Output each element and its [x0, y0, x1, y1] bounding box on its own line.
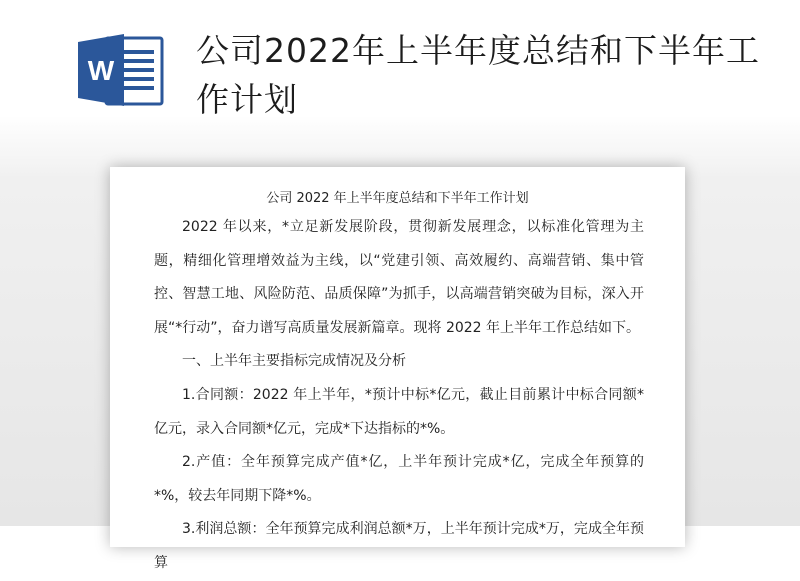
document-paragraph: 2.产值：全年预算完成产值*亿，上半年预计完成*亿，完成全年预算的*%，较去年同期下降*%。	[154, 454, 644, 504]
document-paragraph: 2022 年以来，*立足新发展阶段，贯彻新发展理念，以标准化管理为主题，精细化管理增效益为主线，以“党建引领、高效履约、高端营销、集中管控、智慧工地、风险防范、品质保障”为抓手，以高端营销突破为目标，深入开展“*行动”，奋力谱写高质量发展新篇章。现将 2022 年上半年工作总结如下。	[154, 219, 644, 336]
document-section-heading: 一、上半年主要指标完成情况及分析	[182, 353, 406, 370]
page-title: 公司2022年上半年度总结和下半年工作计划	[196, 31, 760, 119]
document-body	[154, 211, 644, 581]
document-title: 公司 2022 年上半年度总结和下半年工作计划	[266, 191, 529, 206]
document-page	[110, 167, 685, 571]
document-paragraph: 3.利润总额：全年预算完成利润总额*万，上半年预计完成*万，完成全年预算	[154, 521, 644, 571]
header	[0, 0, 800, 150]
word-document-icon	[76, 32, 166, 108]
svg-text:W: W	[87, 55, 115, 86]
document-paragraph: 1.合同额：2022 年上半年，*预计中标*亿元，截止目前累计中标合同额*亿元，录入合同额*亿元，完成*下达指标的*%。	[154, 386, 644, 437]
